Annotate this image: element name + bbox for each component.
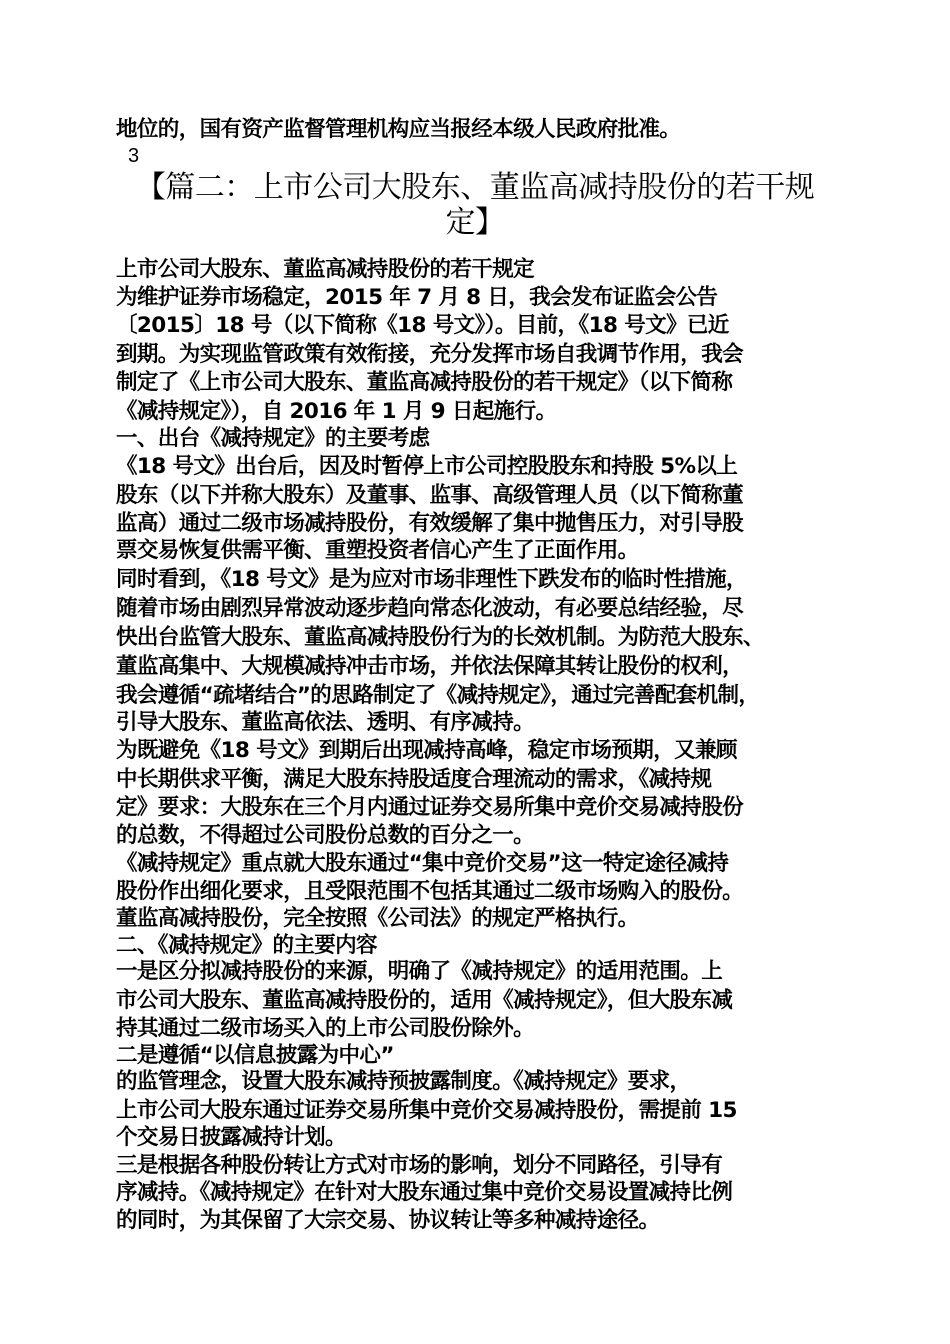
- body-line: 董监高集中、大规模减持冲击市场，并依法保障其转让股份的权利，: [116, 654, 744, 679]
- body-line: 随着市场由剧烈异常波动逐步趋向常态化波动，有必要总结经验，尽: [116, 596, 744, 621]
- body-line: 监高）通过二级市场减持股份，有效缓解了集中抛售压力，对引导股: [116, 511, 744, 536]
- body-line: 制定了《上市公司大股东、董监高减持股份的若干规定》（以下简称: [116, 370, 733, 395]
- body-line: 一、出台《减持规定》的主要考虑: [116, 426, 430, 451]
- body-line: 《18 号文》出台后，因及时暂停上市公司控股股东和持股 5%以上: [116, 454, 738, 479]
- body-line: 董监高减持股份，完全按照《公司法》的规定严格执行。: [116, 906, 639, 931]
- body-line: 快出台监管大股东、董监高减持股份行为的长效机制。为防范大股东、: [116, 625, 764, 650]
- body-line: 股东（以下并称大股东）及董事、监事、高级管理人员（以下简称董: [116, 483, 744, 508]
- body-line: 为维护证券市场稳定，2015 年 7 月 8 日，我会发布证监会公告: [116, 285, 718, 310]
- body-line: 引导大股东、董监高依法、透明、有序减持。: [116, 710, 535, 735]
- body-line: 上市公司大股东通过证券交易所集中竞价交易减持股份，需提前 15: [116, 1098, 737, 1123]
- body-line: 二、《减持规定》的主要内容: [116, 933, 377, 958]
- body-line: 上市公司大股东、董监高减持股份的若干规定: [116, 257, 535, 282]
- page-number: 3: [128, 145, 140, 167]
- body-line: 〔2015〕18 号（以下简称《18 号文》）。目前，《18 号文》已近: [116, 313, 729, 338]
- body-line: 的总数，不得超过公司股份总数的百分之一。: [116, 823, 535, 848]
- body-line: 中长期供求平衡，满足大股东持股适度合理流动的需求，《减持规: [116, 767, 712, 792]
- body-line: 持其通过二级市场买入的上市公司股份除外。: [116, 1016, 535, 1041]
- body-line: 的监管理念，设置大股东减持预披露制度。《减持规定》要求，: [116, 1069, 691, 1094]
- body-line: 的同时，为其保留了大宗交易、协议转让等多种减持途径。: [116, 1208, 660, 1233]
- body-line: 二是遵循“以信息披露为中心”: [116, 1043, 394, 1068]
- body-line: 《减持规定》重点就大股东通过“集中竞价交易”这一特定途径减持: [116, 851, 729, 876]
- body-line: 三是根据各种股份转让方式对市场的影响，划分不同路径，引导有: [116, 1153, 723, 1178]
- body-line: 《减持规定》），自 2016 年 1 月 9 日起施行。: [116, 399, 557, 424]
- intro-line: 地位的，国有资产监督管理机构应当报经本级人民政府批准。: [116, 117, 681, 142]
- body-line: 个交易日披露减持计划。: [116, 1125, 346, 1150]
- section-title-line-2: 定】: [445, 205, 505, 240]
- body-line: 定》要求：大股东在三个月内通过证券交易所集中竞价交易减持股份: [116, 795, 744, 820]
- body-line: 到期。为实现监管政策有效衔接，充分发挥市场自我调节作用，我会: [116, 342, 744, 367]
- body-line: 我会遵循“疏堵结合”的思路制定了《减持规定》，通过完善配套机制，: [116, 683, 760, 708]
- body-line: 股份作出细化要求，且受限范围不包括其通过二级市场购入的股份。: [116, 879, 744, 904]
- body-line: 票交易恢复供需平衡、重塑投资者信心产生了正面作用。: [116, 538, 639, 563]
- body-line: 一是区分拟减持股份的来源，明确了《减持规定》的适用范围。上: [116, 959, 723, 984]
- body-line: 市公司大股东、董监高减持股份的，适用《减持规定》，但大股东减: [116, 988, 733, 1013]
- body-line: 同时看到，《18 号文》是为应对市场非理性下跌发布的临时性措施，: [116, 567, 747, 592]
- section-title-line-1: 【篇二：上市公司大股东、董监高减持股份的若干规: [135, 170, 815, 205]
- body-line: 为既避免《18 号文》到期后出现减持高峰，稳定市场预期，又兼顾: [116, 738, 737, 763]
- body-line: 序减持。《减持规定》在针对大股东通过集中竞价交易设置减持比例: [116, 1180, 733, 1205]
